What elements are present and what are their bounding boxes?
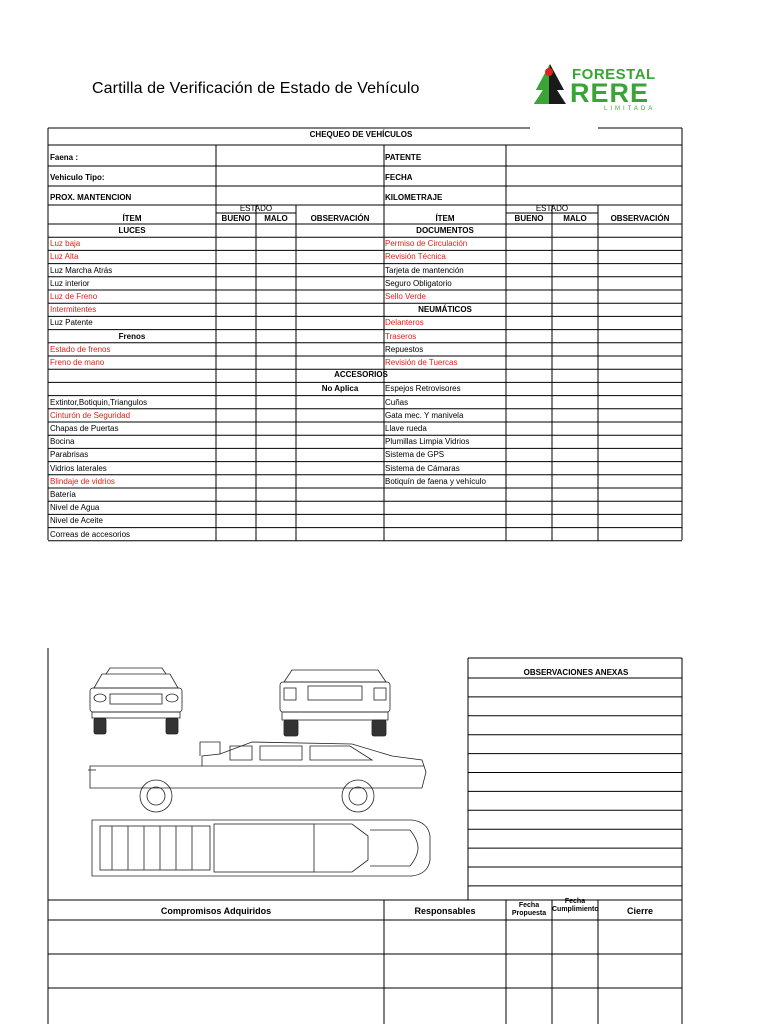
right-item-row-19: Botiquín de faena y vehículo [385,476,486,486]
accesorios-header: ACCESORIOS [334,370,388,379]
forestal-rere-logo: FORESTAL RERE LIMITADA [532,60,658,130]
right-item-row-13: Cuñas [385,397,409,407]
right-item-row-12: Espejos Retrovisores [385,384,461,394]
right-item-row-16: Plumillas Limpia Vidrios [385,437,470,447]
malo-header-left: MALO [264,214,288,223]
left-item-row-14: Cinturón de Seguridad [50,410,131,420]
fecha-propuesta-header: Fecha Propuesta [511,902,547,917]
prox-mantencion-label: PROX. MANTENCION [50,193,132,202]
truck-front-view [90,668,182,734]
malo-header-right: MALO [563,214,587,223]
document-title: Cartilla de Verificación de Estado de Vehículo [92,80,420,97]
right-item-row-17: Sistema de GPS [385,450,445,460]
fecha-cumplimiento-header: Fecha Cumplimiento [552,898,599,913]
truck-side-view [88,742,426,812]
left-item-row-10: Freno de mano [50,358,105,367]
right-item-row-9: Repuestos [385,344,424,354]
left-item-row-17: Parabrisas [50,450,89,460]
vehiculo-tipo-label: Vehiculo Tipo: [50,173,105,182]
right-item-row-7: Delanteros [385,318,424,328]
left-item-row-5: Luz de Freno [50,292,98,301]
fecha-label: FECHA [385,173,413,182]
right-item-row-18: Sistema de Cámaras [385,463,460,473]
left-item-row-2: Luz Alta [50,252,79,262]
right-item-row-1: Permiso de Circulación [385,239,468,249]
left-item-row-22: Nivel de Aceite [50,516,103,526]
right-item-row-3: Tarjeta de mantención [385,265,464,275]
left-item-row-13: Extintor,Botiquin,Triangulos [50,397,148,407]
right-item-row-4: Seguro Obligatorio [385,278,452,288]
right-item-row-6: NEUMÁTICOS [418,305,472,315]
left-item-row-20: Batería [50,490,76,499]
left-item-row-19: Blindaje de vidrios [50,476,115,486]
compromisos-header: Compromisos Adquiridos [160,906,272,916]
right-item-row-5: Sello Verde [385,292,426,301]
left-item-row-15: Chapas de Puertas [50,424,119,433]
left-item-row-3: Luz Marcha Atrás [50,265,113,275]
bueno-header-right: BUENO [514,214,544,223]
estado-label-right: ESTADO [535,204,569,213]
bueno-header-left: BUENO [221,214,251,223]
left-item-row-1: Luz baja [50,239,81,249]
observacion-header-left: OBSERVACIÓN [310,214,370,223]
right-item-row-8: Traseros [385,331,417,341]
truck-rear-view [280,670,390,736]
form-header: CHEQUEO DE VEHÍCULOS [309,130,413,139]
right-item-row-0: DOCUMENTOS [416,226,474,235]
observaciones-anexas-header: OBSERVACIONES ANEXAS [523,668,629,677]
estado-label-left: ESTADO [239,204,273,213]
truck-top-view [92,820,430,876]
left-item-row-6: Intermitentes [50,305,97,315]
patente-label: PATENTE [385,153,422,162]
left-item-row-23: Correas de accesorios [50,529,131,539]
fecha-cumplimiento-wrapper [552,898,599,918]
left-item-row-8: Frenos [118,331,146,341]
kilometraje-label: KILOMETRAJE [385,193,443,202]
left-item-row-4: Luz interior [50,278,90,288]
faena-label: Faena : [50,153,79,162]
right-item-row-15: Llave rueda [385,424,427,433]
cierre-header: Cierre [626,906,653,916]
left-item-row-21: Nivel de Agua [50,503,100,513]
left-item-row-9: Estado de frenos [50,344,111,354]
responsables-header: Responsables [414,906,476,916]
right-item-row-2: Revisión Técnica [385,252,446,262]
left-item-row-16: Bocina [50,437,75,447]
left-item-row-7: Luz Patente [50,318,93,328]
observacion-header-right: OBSERVACIÓN [610,214,670,223]
item-header-right: ÍTEM [435,214,455,223]
left-item-row-0: LUCES [118,226,146,235]
left-item-row-18: Vidrios laterales [50,463,107,473]
no-aplica-label: No Aplica [321,384,359,393]
right-item-row-14: Gata mec. Y manivela [385,410,464,420]
right-item-row-10: Revisión de Tuercas [385,358,458,367]
vehicle-diagram [52,660,464,900]
item-header-left: ÍTEM [122,214,142,223]
